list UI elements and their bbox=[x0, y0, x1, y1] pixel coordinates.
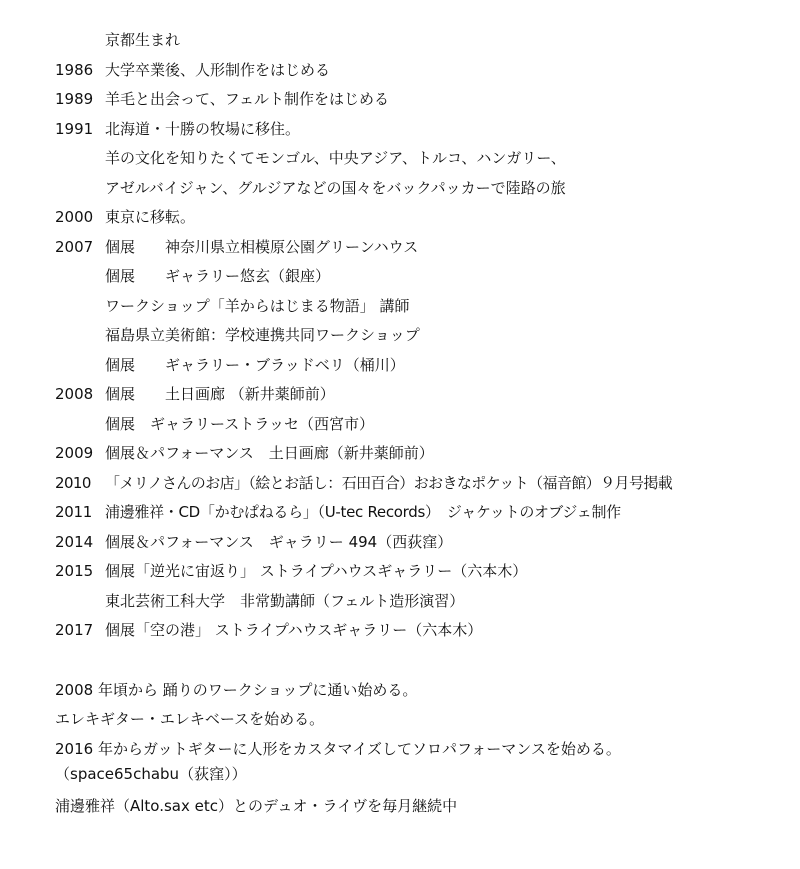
entry-text: アゼルバイジャン、グルジアなどの国々をバックパッカーで陸路の旅 bbox=[105, 179, 566, 197]
note-line bbox=[55, 680, 417, 700]
note-text: （space65chabu（荻窪）） bbox=[55, 765, 247, 783]
entry-year: 1989 bbox=[55, 90, 94, 108]
entry-1991-continued bbox=[105, 148, 566, 168]
note-text: 2008 年頃から 踊りのワークショップに通い始める。 bbox=[55, 681, 418, 699]
entry-2015 bbox=[55, 561, 527, 581]
entry-2011 bbox=[55, 502, 621, 522]
entry-1989 bbox=[55, 89, 389, 109]
entry-2007-continued bbox=[105, 325, 420, 345]
entry-1986 bbox=[55, 60, 330, 80]
note-text: 2016 年からガットギターに人形をカスタマイズしてソロパフォーマンスを始める。 bbox=[55, 740, 621, 758]
entry-2010 bbox=[55, 473, 672, 493]
entry-text: 個展 神奈川県立相模原公園グリーンハウス bbox=[105, 238, 419, 256]
entry-text: 北海道・十勝の牧場に移住。 bbox=[105, 120, 301, 138]
entry-text: 個展「逆光に宙返り」 ストライプハウスギャラリー（六本木） bbox=[105, 562, 528, 580]
entry-text: 個展 ギャラリー・ブラッドベリ（桶川） bbox=[105, 356, 405, 374]
entry-2008-continued bbox=[105, 414, 374, 434]
note-line bbox=[55, 796, 457, 816]
entry-year: 2009 bbox=[55, 444, 94, 462]
entry-2009 bbox=[55, 443, 434, 463]
entry-text: 個展 ギャラリーストラッセ（西宮市） bbox=[105, 415, 374, 433]
entry-2007 bbox=[55, 237, 418, 257]
entry-year: 2000 bbox=[55, 208, 94, 226]
entry-2008 bbox=[55, 384, 335, 404]
entry-text: 福島県立美術館：学校連携共同ワークショップ bbox=[105, 326, 420, 344]
entry-2000 bbox=[55, 207, 195, 227]
note-text: 浦邊雅祥（Alto.sax etc）とのデュオ・ライヴを毎月継続中 bbox=[55, 797, 458, 815]
entry-year: 2017 bbox=[55, 621, 94, 639]
entry-text: 個展 土日画廊 （新井薬師前） bbox=[105, 385, 335, 403]
entry-2007-continued bbox=[105, 266, 330, 286]
entry-year: 2011 bbox=[55, 503, 92, 521]
entry-year: 2015 bbox=[55, 562, 94, 580]
entry-text: ワークショップ「羊からはじまる物語」 講師 bbox=[105, 297, 410, 315]
entry-year: 2010 bbox=[55, 474, 91, 492]
entry-text: 個展「空の港」 ストライプハウスギャラリー（六本木） bbox=[105, 621, 483, 639]
note-line bbox=[55, 709, 324, 729]
born-line bbox=[105, 30, 180, 50]
entry-text: 東京に移転。 bbox=[105, 208, 196, 226]
note-line bbox=[55, 764, 247, 784]
entry-2015-continued bbox=[105, 591, 464, 611]
entry-text: 羊の文化を知りたくてモンゴル、中央アジア、トルコ、ハンガリー、 bbox=[105, 149, 566, 167]
entry-year: 2007 bbox=[55, 238, 94, 256]
entry-year: 2014 bbox=[55, 533, 94, 551]
entry-2014 bbox=[55, 532, 452, 552]
entry-2007-continued bbox=[105, 355, 405, 375]
entry-year: 2008 bbox=[55, 385, 94, 403]
note-line bbox=[55, 739, 621, 759]
entry-text: 「メリノさんのお店」（絵とお話し：石田百合）おおきなポケット（福音館）９月号掲載 bbox=[105, 474, 673, 492]
entry-text: 羊毛と出会って、フェルト制作をはじめる bbox=[105, 90, 389, 108]
entry-1991 bbox=[55, 119, 300, 139]
entry-2017 bbox=[55, 620, 482, 640]
entry-text: 大学卒業後、人形制作をはじめる bbox=[105, 61, 331, 79]
born-text: 京都生まれ bbox=[105, 31, 181, 49]
entry-text: 東北芸術工科大学 非常勤講師（フェルト造形演習） bbox=[105, 592, 465, 610]
entry-text: 個展 ギャラリー悠玄（銀座） bbox=[105, 267, 331, 285]
entry-text: 浦邊雅祥・CD「かむぱねるら」（U-tec Records） ジャケットのオブジェ制作 bbox=[105, 503, 621, 521]
entry-year: 1986 bbox=[55, 61, 94, 79]
note-text: エレキギター・エレキベースを始める。 bbox=[55, 710, 325, 728]
entry-text: 個展＆パフォーマンス 土日画廊（新井薬師前） bbox=[105, 444, 434, 462]
entry-1991-continued bbox=[105, 178, 566, 198]
entry-2007-continued bbox=[105, 296, 409, 316]
entry-text: 個展＆パフォーマンス ギャラリー 494（西荻窪） bbox=[105, 533, 453, 551]
entry-year: 1991 bbox=[55, 120, 94, 138]
